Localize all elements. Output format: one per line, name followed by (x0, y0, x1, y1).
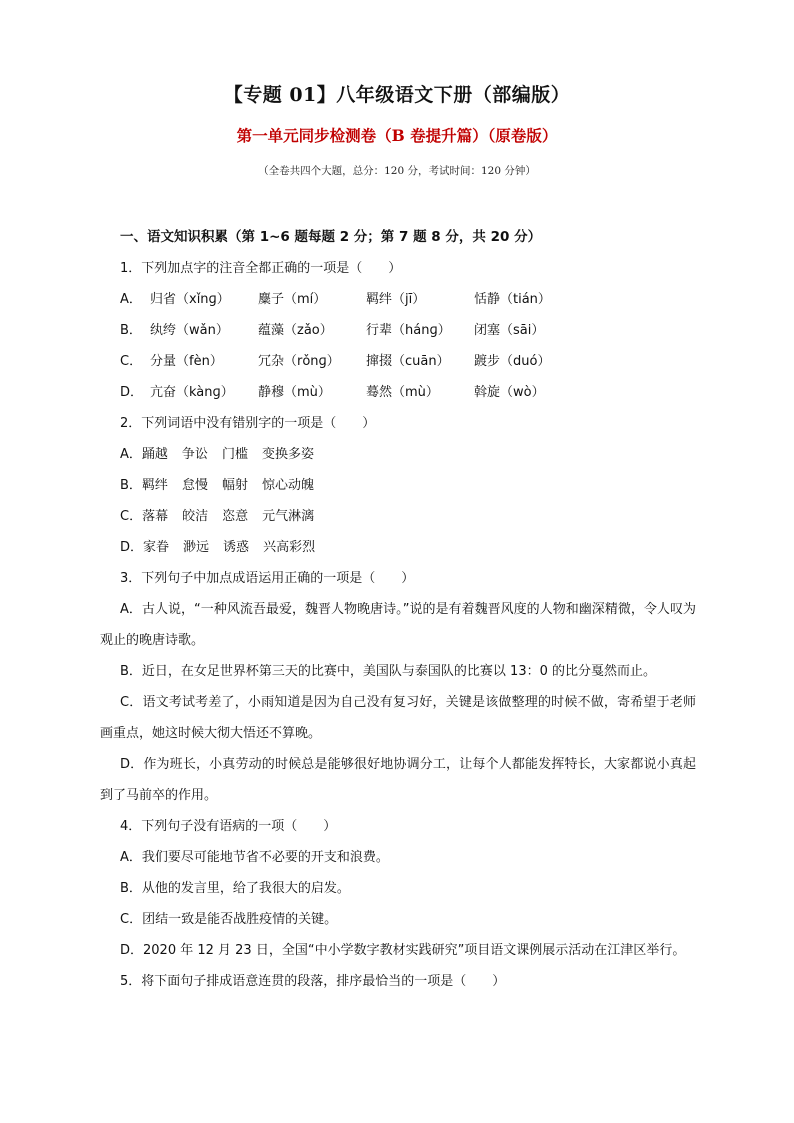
question-2-option-a (120, 439, 696, 470)
question-1-stem: 1．下列加点字的注音全都正确的一项是（ ） (120, 261, 402, 276)
option-text: A．我们要尽可能地节省不必要的开支和浪费。 (120, 850, 389, 865)
option-letter: A． (120, 292, 142, 307)
question-1-option-b (120, 315, 696, 346)
option-item: 撺掇（cuān） (366, 354, 450, 369)
question-4-option-b (100, 873, 696, 904)
question-4-option-a (100, 842, 696, 873)
option-item: 斡旋（wò） (474, 385, 545, 400)
option-letter: B． (120, 323, 142, 338)
option-item: 纨绔（wǎn） (150, 323, 229, 338)
option-letter: A． (120, 447, 142, 462)
option-word: 皎洁 (182, 509, 209, 524)
option-letter: C． (120, 509, 143, 524)
option-word: 兴高彩烈 (263, 540, 316, 555)
option-letter: D． (120, 540, 144, 555)
option-text: D．作为班长，小真劳动的时候总是能够很好地协调分工，让每个人都能发挥特长，大家都说 (120, 757, 657, 772)
question-4-stem: 4．下列句子没有语病的一项（ ） (120, 819, 337, 834)
question-1-option-c (120, 346, 696, 377)
question-2-option-c (120, 501, 696, 532)
option-text: C．语文考试考差了，小雨知道是因为自己没有复习好，关键是该做整理的时候不做，寄希望于 (120, 695, 670, 710)
question-3-option-d (100, 749, 696, 811)
option-letter: C． (120, 354, 143, 369)
option-item: 冗杂（rǒnɡ） (258, 354, 340, 369)
option-item: 亢奋（kànɡ） (150, 385, 234, 400)
question-1-option-d (120, 377, 696, 408)
section-heading: 一、语文知识积累（第 1~6 题每题 2 分；第 7 题 8 分，共 20 分） (120, 229, 542, 245)
option-text-continued: 行。 (659, 943, 686, 958)
option-letter: B． (120, 478, 142, 493)
option-item: 闭塞（sāi） (474, 323, 545, 338)
option-word: 幅射 (221, 478, 248, 493)
option-item: 静穆（mù） (258, 385, 331, 400)
option-item: 行辈（hánɡ） (366, 323, 451, 338)
option-word: 落幕 (142, 509, 169, 524)
option-item: 恬静（tián） (474, 292, 551, 307)
option-text: D．2020 年 12 月 23 日，全国“中小学数字教材实践研究”项目语文课例展示活动在江津区举 (120, 943, 660, 958)
option-text-continued: 令人叹为观止的晚唐诗歌。 (100, 602, 696, 648)
exam-note: （全卷共四个大题，总分：120 分，考试时间：120 分钟） (258, 165, 536, 177)
question-content (100, 222, 696, 997)
question-3-stem: 3．下列句子中加点成语运用正确的一项是（ ） (120, 571, 415, 586)
document-title: 【专题 01】八年级语文下册（部编版） (223, 84, 571, 106)
option-item: 蓦然（mù） (366, 385, 439, 400)
option-item: 羁绊（jī） (366, 292, 426, 307)
option-text: B．从他的发言里，给了我很大的启发。 (120, 881, 350, 896)
question-5-stem: 5．将下面句子排成语意连贯的段落，排序最恰当的一项是（ ） (120, 974, 506, 989)
option-text: C．团结一致是能否战胜疫情的关键。 (120, 912, 338, 927)
question-3-option-a (100, 594, 696, 656)
question-2-option-d (120, 532, 696, 563)
option-word: 诱惑 (223, 540, 250, 555)
question-3-option-c (100, 687, 696, 749)
option-word: 争讼 (181, 447, 208, 462)
option-letter: D． (120, 385, 144, 400)
question-2-stem: 2．下列词语中没有错别字的一项是（ ） (120, 416, 376, 431)
option-text-continued: 小真起到了马前卒的作用。 (100, 757, 696, 803)
option-word: 元气淋漓 (262, 509, 315, 524)
option-word: 羁绊 (141, 478, 168, 493)
document-subtitle: 第一单元同步检测卷（B 卷提升篇）（原卷版） (236, 126, 558, 145)
option-word: 变换多姿 (261, 447, 314, 462)
question-4-option-c (100, 904, 696, 935)
option-text-continued: 老师画重点，她这时候大彻大悟还不算晚。 (100, 695, 696, 741)
option-item: 归省（xǐnɡ） (150, 292, 230, 307)
option-item: 蕴藻（zǎo） (258, 323, 333, 338)
question-1-option-a (120, 284, 696, 315)
option-text: B．近日，在女足世界杯第三天的比赛中，美国队与泰国队的比赛以 13：0 的比分戛然而止。 (120, 664, 656, 679)
option-word: 渺远 (183, 540, 210, 555)
option-word: 怠慢 (181, 478, 208, 493)
option-word: 家眷 (143, 540, 170, 555)
option-word: 门槛 (221, 447, 248, 462)
question-3-option-b (100, 656, 696, 687)
option-word: 踊越 (141, 447, 168, 462)
option-item: 踱步（duó） (474, 354, 551, 369)
option-word: 惊心动魄 (261, 478, 314, 493)
question-2-option-b (120, 470, 696, 501)
question-4-option-d (100, 935, 696, 966)
option-item: 分量（fèn） (150, 354, 223, 369)
option-word: 恣意 (222, 509, 249, 524)
option-text: A．古人说，“一种风流吾最爱，魏晋人物晚唐诗。”说的是有着魏晋风度的人物和幽深精微， (120, 602, 644, 617)
option-item: 麋子（mí） (258, 292, 327, 307)
